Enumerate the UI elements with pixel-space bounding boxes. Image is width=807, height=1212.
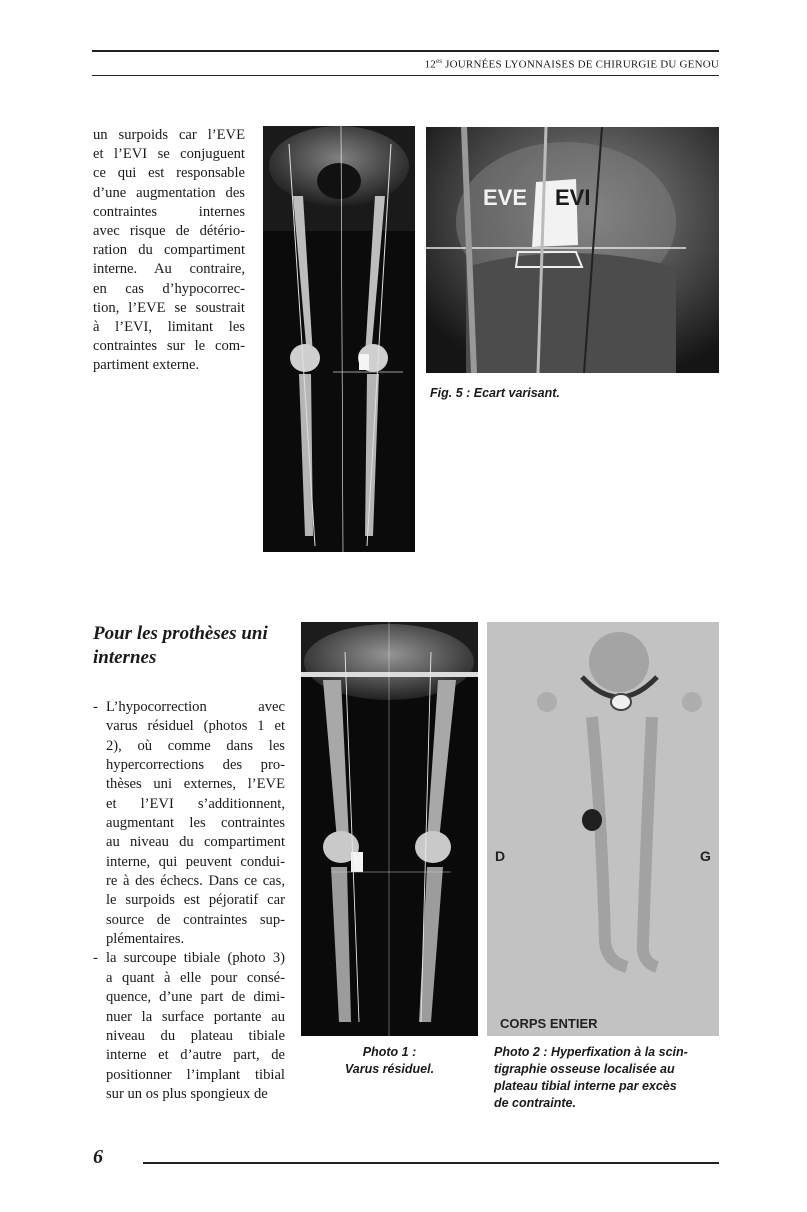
list-line: nuer la surface portante au (106, 1008, 285, 1025)
running-head-number: 12 (424, 58, 436, 71)
section-heading-line-2: internes (93, 647, 157, 668)
paragraph-line: partiment externe. (93, 357, 200, 374)
list-line: interne, qui peuvent condui- (106, 853, 285, 870)
photo-2-caption-line: de contrainte. (494, 1096, 576, 1110)
photo-2-scintigraphy (487, 622, 719, 1036)
list-line: source de contraintes sup- (106, 911, 285, 928)
list-line: 2), où comme dans les (106, 737, 285, 754)
paragraph-line: d’une augmentation des (93, 184, 245, 201)
list-line: quence, d’une part de dimi- (106, 989, 285, 1006)
list-line: hypercorrections des pro- (106, 757, 285, 774)
paragraph-line: et l’EVI se conjuguent (93, 146, 245, 163)
label-right-side: D (495, 848, 506, 864)
photo-1-caption-line-2: Varus résiduel. (344, 1062, 435, 1076)
section-heading-line-1: Pour les prothèses uni (93, 623, 268, 644)
long-leg-radiograph (263, 126, 415, 552)
evi-label: EVI (555, 185, 591, 210)
photo-1-caption-line-1: Photo 1 : (362, 1045, 417, 1059)
page-number: 6 (93, 1146, 103, 1168)
list-line: a quant à elle pour consé- (106, 969, 285, 986)
list-line: thèses uni externes, l’EVE (106, 776, 285, 793)
list-line: varus résiduel (photos 1 et (106, 718, 285, 735)
photo-1-radiograph (301, 622, 478, 1036)
list-line: interne et d’autre part, de (106, 1047, 285, 1064)
list-line: le surpoids est péjoratif car (106, 892, 285, 909)
list-line: positionner l’implant tibial (106, 1066, 285, 1083)
list-line: et l’EVI s’additionnent, (106, 795, 285, 812)
paragraph-line: en cas d’hypocorrec- (93, 280, 245, 297)
knee-closeup-radiograph (426, 127, 719, 373)
list-line: augmentant les contraintes (106, 815, 285, 832)
section-heading (93, 622, 293, 670)
running-head-ordinal: es (435, 57, 443, 65)
list-line: sur un os plus spongieux de (106, 1085, 268, 1102)
corps-entier-label: CORPS ENTIER (500, 1016, 598, 1031)
paragraph-line: ration du compartiment (93, 242, 245, 259)
footer-rule (143, 1162, 719, 1164)
list-line: L’hypocorrection avec (106, 699, 285, 715)
list-line: la surcoupe tibiale (photo 3) (106, 950, 285, 967)
paragraph-line: ce qui est responsable (93, 165, 245, 182)
paragraph-line: tion, l’EVE se soustrait (93, 299, 245, 316)
list-dash: - (93, 699, 98, 715)
list-line: niveau du plateau tibiale (106, 1027, 285, 1044)
paragraph-line: un surpoids car l’EVE (93, 127, 245, 143)
list-line: au niveau du compartiment (106, 834, 285, 851)
top-paragraph (93, 126, 245, 376)
list-item (93, 698, 285, 949)
section-list (93, 698, 285, 1104)
running-head-title: JOURNÉES LYONNAISES DE CHIRURGIE DU GENOU (442, 58, 719, 71)
list-dash: - (93, 950, 98, 967)
paragraph-line: contraintes internes (93, 203, 245, 220)
photo-2-caption-line: plateau tibial interne par excès (494, 1079, 677, 1093)
paragraph-line: avec risque de détério- (93, 223, 245, 240)
figure-5-caption: Fig. 5 : Ecart varisant. (430, 386, 560, 400)
photo-2-caption-line: Photo 2 : Hyperfixation à la scin- (494, 1045, 688, 1059)
paragraph-line: contraintes sur le com- (93, 338, 245, 355)
label-left-side: G (700, 848, 711, 864)
header-rule-top (92, 50, 719, 52)
photo-2-caption (494, 1044, 719, 1112)
list-line: re à des échecs. Dans ce cas, (106, 873, 285, 890)
paragraph-line: à l’EVI, limitant les (93, 319, 245, 336)
photo-2-caption-line: tigraphie osseuse localisée au (494, 1062, 675, 1076)
running-head (92, 57, 719, 71)
eve-label: EVE (483, 185, 528, 210)
paragraph-line: interne. Au contraire, (93, 261, 245, 278)
list-item (93, 949, 285, 1104)
list-line: plémentaires. (106, 931, 185, 948)
photo-1-caption (301, 1044, 478, 1078)
header-rule-bottom (92, 75, 719, 76)
